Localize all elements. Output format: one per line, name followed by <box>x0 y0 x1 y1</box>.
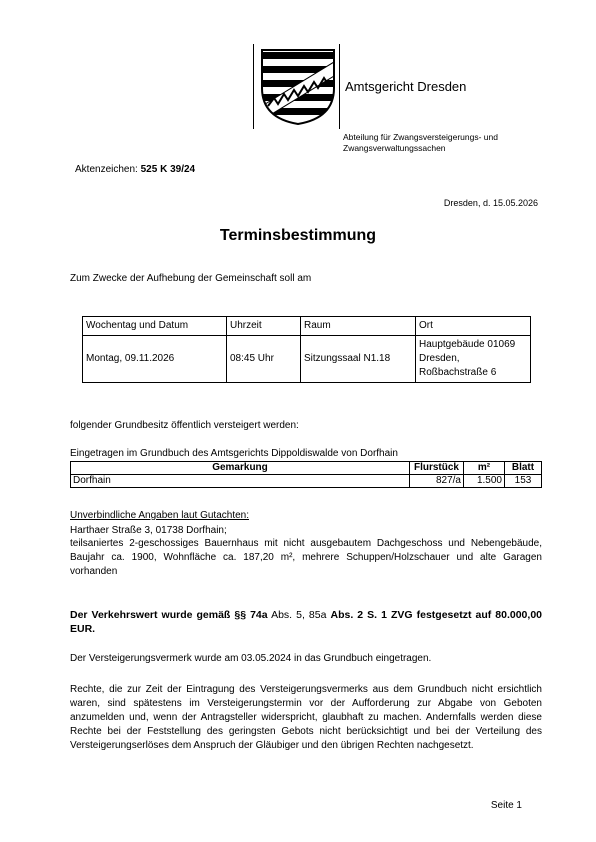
document-title: Terminsbestimmung <box>219 227 377 244</box>
market-value-part2: Abs. 5, 85a <box>267 609 331 621</box>
report-description: teilsaniertes 2-geschossiges Bauernhaus mit nicht ausgebautem Dachgeschoss und Nebengebäude, Baujahr ca. 1900, Wohnfläche ca. 187,20 m², mehrere Schuppen/Holzschauer und alte Garagen vorhanden <box>70 538 542 577</box>
appointment-room: Sitzungssaal N1.18 <box>301 336 416 383</box>
report-address: Harthaer Straße 3, 01738 Dorfhain; <box>70 525 227 536</box>
cell-gemarkung: Dorfhain <box>71 475 410 488</box>
land-register-table <box>70 461 542 488</box>
header-place: Ort <box>416 317 531 336</box>
intro-text: Zum Zwecke der Aufhebung der Gemeinschaft soll am <box>70 273 312 284</box>
header-blatt: Blatt <box>505 462 542 475</box>
appointment-date: Montag, 09.11.2026 <box>83 336 227 383</box>
place-date: Dresden, d. 15.05.2026 <box>443 198 538 208</box>
appointment-place: Hauptgebäude 01069 Dresden, Roßbachstraße 6 <box>416 336 531 383</box>
header-flurstueck: Flurstück <box>410 462 464 475</box>
register-note-text: Der Versteigerungsvermerk wurde am 03.05.2024 in das Grundbuch eingetragen. <box>70 653 432 664</box>
cell-flurstueck: 827/a <box>410 475 464 488</box>
header-gemarkung: Gemarkung <box>71 462 410 475</box>
department-name: Abteilung für Zwangsversteigerungs- und Zwangsverwaltungssachen <box>343 132 498 153</box>
case-number <box>75 164 195 176</box>
header-date: Wochentag und Datum <box>83 317 227 336</box>
logo-right-rule <box>339 44 340 129</box>
saxony-coat-of-arms-logo <box>260 48 336 126</box>
auction-text: folgender Grundbesitz öffentlich versteigert werden: <box>70 420 299 431</box>
logo-left-rule <box>253 44 254 129</box>
cell-blatt: 153 <box>505 475 542 488</box>
report-heading: Unverbindliche Angaben laut Gutachten: <box>70 510 250 521</box>
rights-text: Rechte, die zur Zeit der Eintragung des Versteigerungsvermerks aus dem Grundbuch nicht ersichtlich waren, sind spätestens im Versteigerungstermin vor der Aufforderung zur Abgabe von Geboten anzumelden und, wenn der Antragsteller widerspricht, glaubhaft zu machen. Andernfalls werden diese Rechte bei der Feststellung des geringsten Gebots nicht berücksichtigt und bei der Verteilung des Versteigerungserlöses dem Anspruch der Gläubiger und den übrigen Rechten nachgesetzt. <box>70 684 542 751</box>
market-value-part3: Abs. 2 S. 1 ZVG festgesetzt auf 80.000,00 EUR. <box>70 609 542 635</box>
header-area: m² <box>464 462 505 475</box>
header-room: Raum <box>301 317 416 336</box>
appointment-time: 08:45 Uhr <box>227 336 301 383</box>
appointment-table <box>82 316 531 383</box>
header-time: Uhrzeit <box>227 317 301 336</box>
page-number: Seite 1 <box>490 800 522 811</box>
land-register-title: Eingetragen im Grundbuch des Amtsgerichts Dippoldiswalde von Dorfhain <box>70 448 398 459</box>
case-number-value: 525 K 39/24 <box>140 164 196 175</box>
case-number-label: Aktenzeichen: <box>75 164 138 175</box>
market-value <box>70 608 542 636</box>
court-name: Amtsgericht Dresden <box>345 79 467 94</box>
cell-area: 1.500 <box>464 475 505 488</box>
market-value-part1: Der Verkehrswert wurde gemäß §§ 74a <box>70 609 268 621</box>
